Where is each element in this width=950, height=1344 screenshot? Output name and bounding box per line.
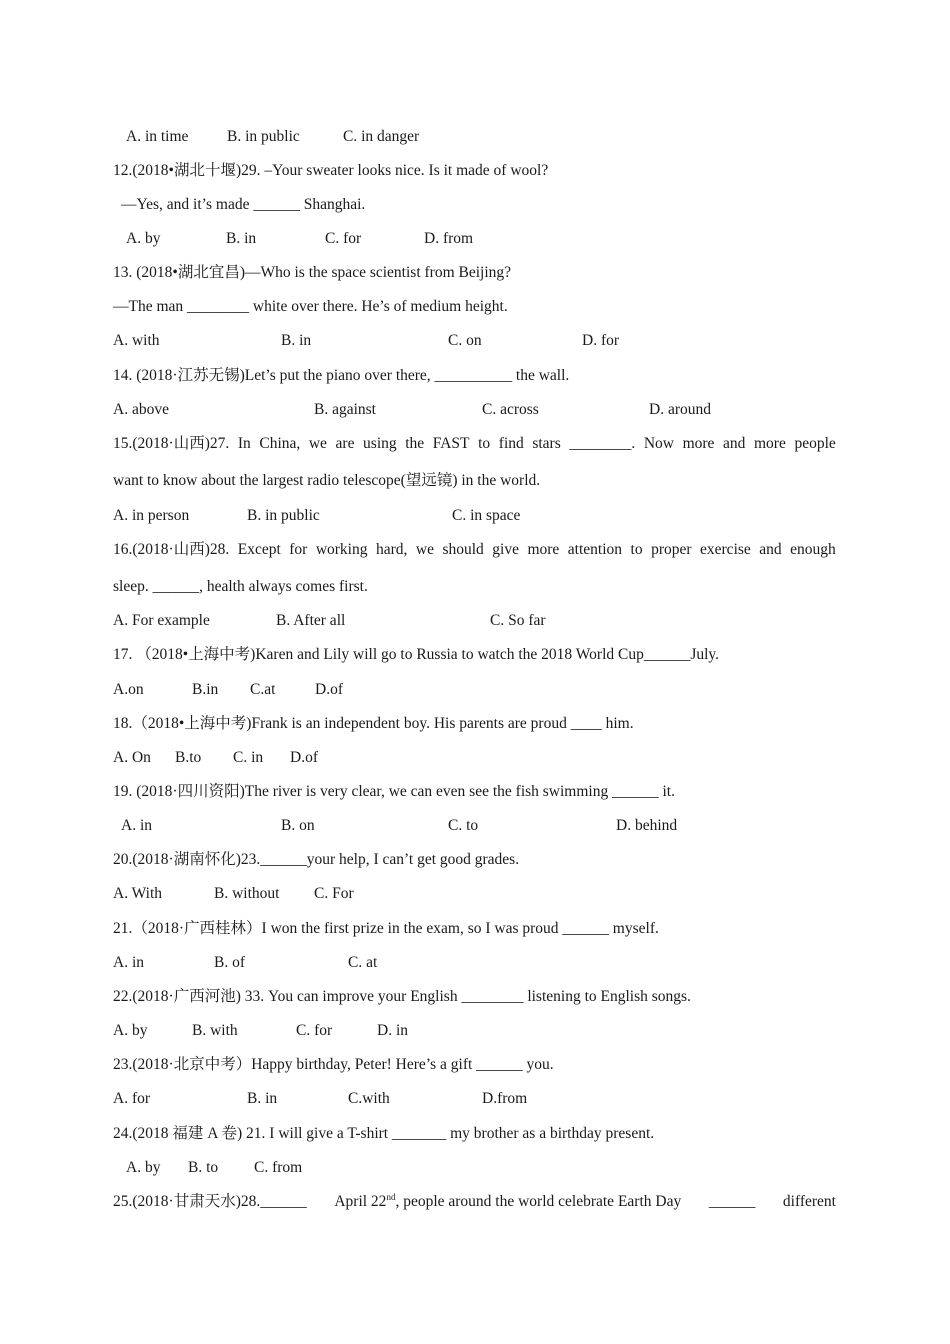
q21-stem: 21.（2018·广西桂林）I won the first prize in the exam, so I was proud ______ myself. bbox=[113, 920, 659, 937]
q17-option-a: A.on bbox=[113, 681, 144, 698]
q16-stem: 16.(2018·山西)28. Except for working hard, we should give more attention to proper exercise and enough bbox=[113, 541, 836, 558]
q13-stem: 13. (2018•湖北宜昌)—Who is the space scientist from Beijing? bbox=[113, 264, 512, 281]
q21-option-c: C. at bbox=[348, 954, 378, 971]
q22-option-a: A. by bbox=[113, 1022, 148, 1039]
q14-stem: 14. (2018·江苏无锡)Let’s put the piano over there, __________ the wall. bbox=[113, 367, 570, 384]
q15-line2: want to know about the largest radio telescope(望远镜) in the world. bbox=[113, 472, 541, 489]
q21-option-a: A. in bbox=[113, 954, 144, 971]
q17-stem: 17. （2018•上海中考)Karen and Lily will go to Russia to watch the 2018 World Cup______July. bbox=[113, 646, 720, 663]
q22-stem: 22.(2018·广西河池) 33. You can improve your English ________ listening to English songs. bbox=[113, 988, 691, 1005]
q14-option-b: B. against bbox=[314, 401, 376, 418]
q17-option-b: B.in bbox=[192, 681, 219, 698]
q23-option-b: B. in bbox=[247, 1090, 278, 1107]
q13-option-c: C. on bbox=[448, 332, 482, 349]
q12-option-b: B. in bbox=[226, 230, 257, 247]
q17-option-d: D.of bbox=[315, 681, 343, 698]
q15-option-b: B. in public bbox=[247, 507, 320, 524]
q14-option-d: D. around bbox=[649, 401, 711, 418]
q16-option-c: C. So far bbox=[490, 612, 546, 629]
q15-stem: 15.(2018·山西)27. In China, we are using the FAST to find stars ________. Now more and more people bbox=[113, 435, 836, 452]
q24-option-a: A. by bbox=[126, 1159, 161, 1176]
q20-stem: 20.(2018·湖南怀化)23.______your help, I can’t get good grades. bbox=[113, 851, 520, 868]
q22-option-b: B. with bbox=[192, 1022, 238, 1039]
q16-option-a: A. For example bbox=[113, 612, 210, 629]
q18-option-a: A. On bbox=[113, 749, 151, 766]
q13-option-b: B. in bbox=[281, 332, 312, 349]
q19-option-d: D. behind bbox=[616, 817, 678, 834]
q12-stem: 12.(2018•湖北十堰)29. –Your sweater looks nice. Is it made of wool? bbox=[113, 162, 549, 179]
q20-option-b: B. without bbox=[214, 885, 280, 902]
q18-option-b: B.to bbox=[175, 749, 202, 766]
q24-option-c: C. from bbox=[254, 1159, 303, 1176]
q13-line2: —The man ________ white over there. He’s of medium height. bbox=[113, 298, 508, 315]
q25-stem: 25.(2018·甘肃天水)28.______ April 22nd, people around the world celebrate Earth Day ______ different bbox=[113, 1191, 836, 1210]
q24-option-b: B. to bbox=[188, 1159, 219, 1176]
q13-option-a: A. with bbox=[113, 332, 160, 349]
q19-option-b: B. on bbox=[281, 817, 315, 834]
q19-option-a: A. in bbox=[121, 817, 152, 834]
q23-stem: 23.(2018·北京中考）Happy birthday, Peter! Here’s a gift ______ you. bbox=[113, 1056, 554, 1073]
q15-option-a: A. in person bbox=[113, 507, 190, 524]
q18-option-c: C. in bbox=[233, 749, 264, 766]
q19-stem: 19. (2018·四川资阳)The river is very clear, we can even see the fish swimming ______ it. bbox=[113, 783, 675, 800]
q20-option-a: A. With bbox=[113, 885, 163, 902]
q12-option-d: D. from bbox=[424, 230, 474, 247]
q11-option-c: C. in danger bbox=[343, 128, 420, 145]
q12-option-a: A. by bbox=[126, 230, 161, 247]
q24-stem: 24.(2018 福建 A 卷) 21. I will give a T-shirt _______ my brother as a birthday present. bbox=[113, 1125, 655, 1142]
q12-option-c: C. for bbox=[325, 230, 362, 247]
q23-option-d: D.from bbox=[482, 1090, 528, 1107]
q16-option-b: B. After all bbox=[276, 612, 346, 629]
q14-option-a: A. above bbox=[113, 401, 169, 418]
q15-option-c: C. in space bbox=[452, 507, 521, 524]
q23-option-a: A. for bbox=[113, 1090, 151, 1107]
q14-option-c: C. across bbox=[482, 401, 539, 418]
q20-option-c: C. For bbox=[314, 885, 354, 902]
q18-option-d: D.of bbox=[290, 749, 318, 766]
q22-option-c: C. for bbox=[296, 1022, 333, 1039]
q18-stem: 18.（2018•上海中考)Frank is an independent boy. His parents are proud ____ him. bbox=[113, 715, 634, 732]
q12-line2: —Yes, and it’s made ______ Shanghai. bbox=[121, 196, 366, 213]
q19-option-c: C. to bbox=[448, 817, 479, 834]
q11-option-b: B. in public bbox=[227, 128, 300, 145]
q22-option-d: D. in bbox=[377, 1022, 408, 1039]
q23-option-c: C.with bbox=[348, 1090, 390, 1107]
q21-option-b: B. of bbox=[214, 954, 245, 971]
q16-line2: sleep. ______, health always comes first. bbox=[113, 578, 368, 595]
q17-option-c: C.at bbox=[250, 681, 276, 698]
q11-option-a: A. in time bbox=[126, 128, 189, 145]
q13-option-d: D. for bbox=[582, 332, 620, 349]
